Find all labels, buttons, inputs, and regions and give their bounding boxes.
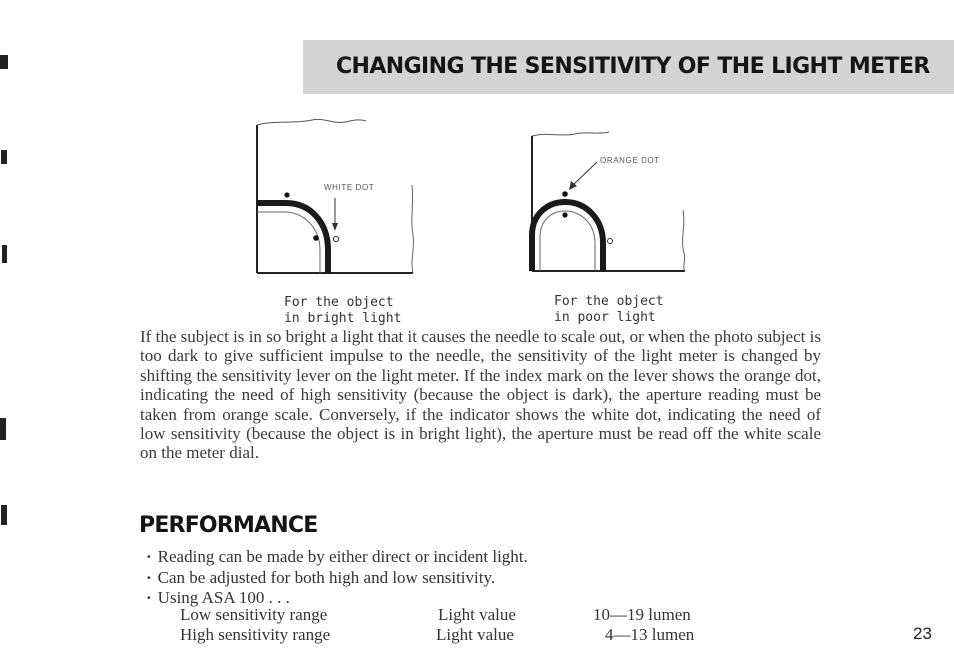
caption-line: in bright light xyxy=(284,311,402,326)
figure-bright-caption xyxy=(284,295,401,327)
page-title: CHANGING THE SENSITIVITY OF THE LIGHT METER xyxy=(336,54,930,79)
edge-mark xyxy=(1,150,7,164)
list-item: · Using ASA 100 . . . xyxy=(146,588,528,609)
section-title-performance: PERFORMANCE xyxy=(139,513,318,538)
main-paragraph: If the subject is in so bright a light that it causes the needle to scale out, or when the photo subject is too dark to give sufficient impulse to the needle, the sensitivity of the light meter is changed by shifting the sensitivity lever on the light meter. If the index mark on the lever shows the orange dot, indicating the need of high sensitivity (because the object is dark), the aperture reading must be taken from orange scale. Conversely, if the indicator shows the white dot, indicating the need of low sensitivity (because the object is in bright light), the aperture must be read off the white scale on the meter dial. xyxy=(140,327,821,463)
caption-line: For the object xyxy=(284,295,394,310)
spec-measure: Light value xyxy=(438,605,516,624)
scan-edge xyxy=(0,0,10,672)
spec-range: Low sensitivity range xyxy=(180,605,328,624)
edge-mark xyxy=(2,245,7,263)
performance-list xyxy=(146,547,528,609)
caption-line: in poor light xyxy=(554,310,656,325)
page-number: 23 xyxy=(913,624,932,643)
spec-row-high xyxy=(180,625,740,645)
list-item: · Can be adjusted for both high and low sensitivity. xyxy=(146,568,528,589)
spec-measure: Light value xyxy=(436,625,514,644)
spec-row-low xyxy=(180,605,740,625)
spec-range: High sensitivity range xyxy=(180,625,331,644)
list-item: · Reading can be made by either direct or incident light. xyxy=(146,547,528,568)
figure-bright-light xyxy=(250,110,420,280)
spec-value: 10—19 lumen xyxy=(593,605,691,624)
edge-mark xyxy=(0,418,6,440)
caption-line: For the object xyxy=(554,294,664,309)
edge-mark xyxy=(1,505,7,525)
orange-dot-label: ORANGE DOT xyxy=(600,156,660,165)
figure-poor-light xyxy=(525,125,695,280)
white-dot-label: WHITE DOT xyxy=(324,183,375,192)
edge-mark xyxy=(0,55,8,69)
spec-value: 4—13 lumen xyxy=(605,625,695,644)
figure-poor-caption xyxy=(554,294,664,326)
